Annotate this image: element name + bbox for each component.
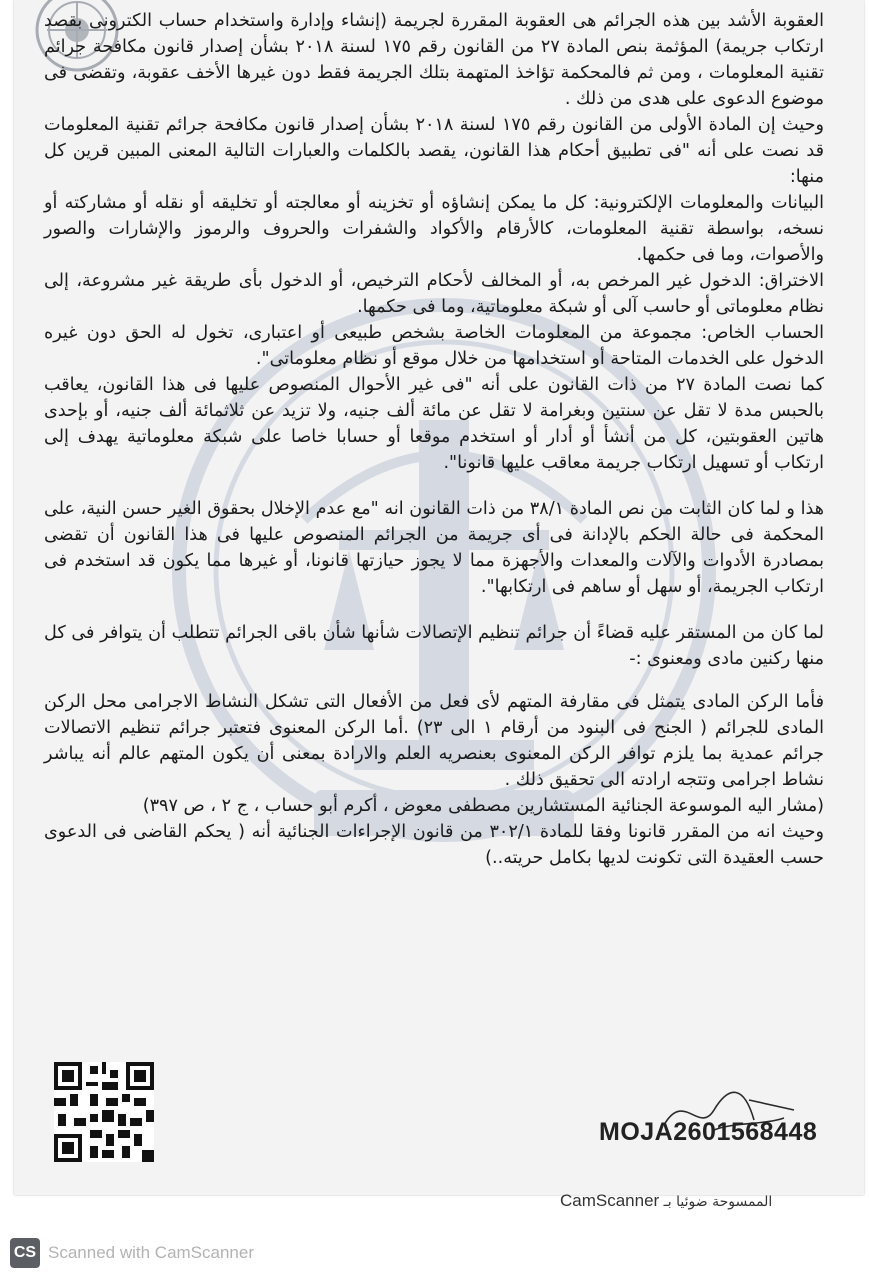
scanner-footer	[560, 1191, 772, 1211]
camscanner-logo-icon: CS	[10, 1238, 40, 1268]
paragraph-article-38: هذا و لما كان الثابت من نص المادة ٣٨/١ من ذات القانون انه "مع عدم الإخلال بحقوق الغير حسن النية، على المحكمة فى حالة الحكم بالإدانة فى أى جريمة من الجرائم المنصوص عليها فى هذا القانون أن تقضى بمصادرة الأدوات والآلات والمعدات والأجهزة مما لا يجوز حيازتها قانونا، أو غيرها مما يكون قد استخدم فى ارتكاب الجريمة، أو سهل أو ساهم فى ارتكابها".	[44, 499, 824, 597]
paragraph-penalty: العقوبة الأشد بين هذه الجرائم هى العقوبة المقررة لجريمة (إنشاء وإدارة واستخدام حساب الكترونى بقصد ارتكاب جريمة) المؤثمة بنص المادة ٢٧ من القانون رقم ١٧٥ لسنة ٢٠١٨ بشأن إصدار قانون مكافحة جرائم تقنية المعلومات ، ومن ثم فالمحكمة تؤاخذ المتهمة بتلك الجريمة فقط دون غيرها الأخف عقوبة، وتقضى فى موضوع الدعوى على هدى من ذلك .	[44, 11, 825, 109]
paragraph-article-1: وحيث إن المادة الأولى من القانون رقم ١٧٥ لسنة ٢٠١٨ بشأن إصدار قانون مكافحة جرائم تقنية المعلومات قد نصت على أنه "فى تطبيق أحكام هذا القانون، يقصد بالكلمات والعبارات التالية المعنى المبين قرين كل منها:	[44, 115, 824, 187]
scanner-footer-app: CamScanner	[560, 1191, 660, 1210]
paragraph-article-27: كما نصت المادة ٢٧ من ذات القانون على أنه "فى غير الأحوال المنصوص عليها فى هذا القانون، يعاقب بالحبس مدة لا تقل عن سنتين وبغرامة لا تقل عن مائة ألف جنيه، ولا تزيد عن ثلاثمائة ألف جنيه، أو بإحدى هاتين العقوبتين، كل من أنشأ أو أدار أو استخدم موقعا أو حسابا خاصا على شبكة معلوماتية يهدف إلى ارتكاب أو تسهيل ارتكاب جريمة معاقب عليها قانونا".	[44, 375, 824, 473]
paragraph-elements: لما كان من المستقر عليه قضاءً أن جرائم تنظيم الإتصالات شأنها شأن باقى الجرائم تتطلب أن يتوافر فى كل منها ركنين مادى ومعنوى :-	[44, 623, 824, 669]
camscanner-bar	[0, 1238, 254, 1268]
camscanner-label: Scanned with CamScanner	[48, 1243, 255, 1262]
scanner-footer-arabic: الممسوحة ضوئيا بـ	[663, 1194, 773, 1210]
paragraph-article-302: وحيث انه من المقرر قانونا وفقا للمادة ٣٠٢/١ من قانون الإجراءات الجنائية أنه ( يحكم القاضى فى الدعوى حسب العقيدة التى تكونت لديها بكامل حريته..)	[44, 822, 824, 868]
paragraph-citation: (مشار اليه الموسوعة الجنائية المستشارين مصطفى معوض ، أكرم أبو حساب ، ج ٢ ، ص ٣٩٧)	[142, 796, 824, 816]
scanned-page	[14, 0, 864, 1195]
document-id: MOJA2601568448	[599, 1118, 818, 1146]
definition-private-account: الحساب الخاص: مجموعة من المعلومات الخاصة بشخص طبيعى أو اعتبارى، تخول له الحق دون غيره الدخول على الخدمات المتاحة أو استخدامها من خلال موقع أو نظام معلوماتى".	[44, 323, 824, 369]
paragraph-material-element: فأما الركن المادى يتمثل فى مقارفة المتهم لأى فعل من الأفعال التى تشكل النشاط الاجرامى محل الركن المادى للجرائم ( الجنح فى البنود من أرقام ١ الى ٢٣) .أما الركن المعنوى فتعتبر جرائم تنظيم الاتصالات جرائم عمدية بما يلزم توافر الركن المعنوى بعنصريه العلم والارادة بمعنى أن يكون المتهم عالم أنه يباشر نشاط اجرامى وتتجه ارادته الى تحقيق ذلك .	[44, 692, 824, 790]
definition-electronic-data: البيانات والمعلومات الإلكترونية: كل ما يمكن إنشاؤه أو تخزينه أو معالجته أو تخليقه أو نقله أو مشاركته أو نسخه، بواسطة تقنية المعلومات، كالأرقام والأكواد والشفرات والحروف والرموز والإشارات والصور والأصوات، وما فى حكمها.	[44, 193, 824, 265]
definition-hacking: الاختراق: الدخول غير المرخص به، أو المخالف لأحكام الترخيص، أو الدخول بأى طريقة غير مشروعة، إلى نظام معلوماتى أو حاسب آلى أو شبكة معلوماتية، وما فى حكمها.	[44, 271, 824, 317]
qr-code-icon	[54, 1062, 154, 1162]
document-body	[44, 8, 824, 871]
